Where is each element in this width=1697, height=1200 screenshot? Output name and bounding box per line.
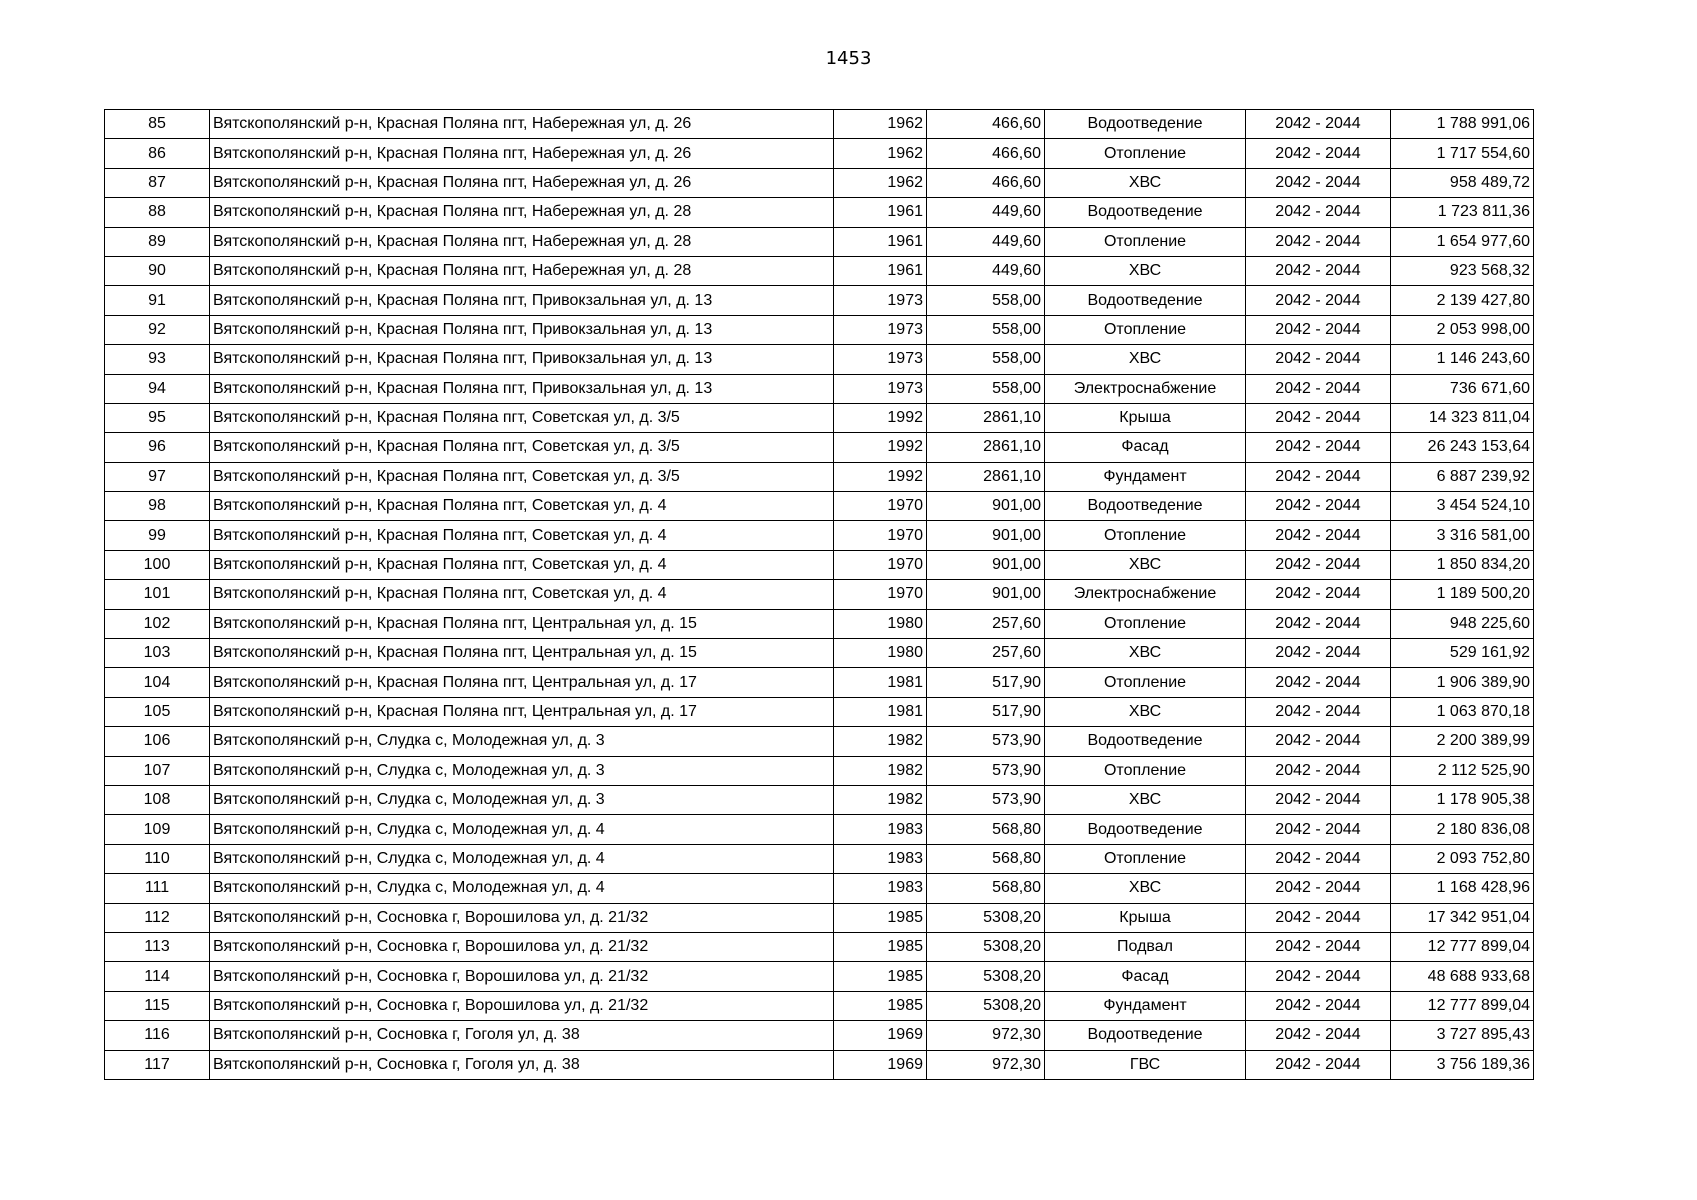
area-cell: 466,60	[927, 168, 1045, 197]
table-row	[105, 403, 1534, 432]
period-cell: 2042 - 2044	[1246, 1050, 1391, 1079]
cost-cell: 12 777 899,04	[1391, 991, 1534, 1020]
registry-body	[105, 110, 1534, 1080]
row-number: 113	[105, 932, 210, 961]
row-number: 87	[105, 168, 210, 197]
area-cell: 449,60	[927, 198, 1045, 227]
work-type-cell: ХВС	[1045, 697, 1246, 726]
build-year-cell: 1982	[834, 756, 927, 785]
table-row	[105, 492, 1534, 521]
period-cell: 2042 - 2044	[1246, 168, 1391, 197]
row-number: 95	[105, 403, 210, 432]
cost-cell: 6 887 239,92	[1391, 462, 1534, 491]
row-number: 98	[105, 492, 210, 521]
table-row	[105, 345, 1534, 374]
cost-cell: 1 906 389,90	[1391, 668, 1534, 697]
cost-cell: 529 161,92	[1391, 639, 1534, 668]
table-row	[105, 168, 1534, 197]
period-cell: 2042 - 2044	[1246, 1021, 1391, 1050]
period-cell: 2042 - 2044	[1246, 550, 1391, 579]
address-cell: Вятскополянский р-н, Красная Поляна пгт, Привокзальная ул, д. 13	[210, 345, 834, 374]
period-cell: 2042 - 2044	[1246, 139, 1391, 168]
cost-cell: 1 146 243,60	[1391, 345, 1534, 374]
row-number: 91	[105, 286, 210, 315]
cost-cell: 1 723 811,36	[1391, 198, 1534, 227]
build-year-cell: 1982	[834, 727, 927, 756]
repair-registry-table	[104, 109, 1534, 1080]
period-cell: 2042 - 2044	[1246, 521, 1391, 550]
build-year-cell: 1973	[834, 345, 927, 374]
row-number: 92	[105, 315, 210, 344]
build-year-cell: 1985	[834, 962, 927, 991]
row-number: 109	[105, 815, 210, 844]
period-cell: 2042 - 2044	[1246, 727, 1391, 756]
cost-cell: 1 850 834,20	[1391, 550, 1534, 579]
row-number: 96	[105, 433, 210, 462]
work-type-cell: Отопление	[1045, 227, 1246, 256]
work-type-cell: Водоотведение	[1045, 110, 1246, 139]
area-cell: 517,90	[927, 668, 1045, 697]
row-number: 110	[105, 844, 210, 873]
area-cell: 558,00	[927, 374, 1045, 403]
address-cell: Вятскополянский р-н, Слудка с, Молодежная ул, д. 4	[210, 844, 834, 873]
period-cell: 2042 - 2044	[1246, 110, 1391, 139]
area-cell: 901,00	[927, 521, 1045, 550]
table-row	[105, 198, 1534, 227]
address-cell: Вятскополянский р-н, Слудка с, Молодежная ул, д. 4	[210, 874, 834, 903]
work-type-cell: Фасад	[1045, 962, 1246, 991]
row-number: 89	[105, 227, 210, 256]
cost-cell: 1 189 500,20	[1391, 580, 1534, 609]
cost-cell: 2 139 427,80	[1391, 286, 1534, 315]
address-cell: Вятскополянский р-н, Слудка с, Молодежная ул, д. 3	[210, 785, 834, 814]
table-row	[105, 315, 1534, 344]
build-year-cell: 1985	[834, 932, 927, 961]
table-row	[105, 139, 1534, 168]
build-year-cell: 1970	[834, 580, 927, 609]
build-year-cell: 1992	[834, 403, 927, 432]
build-year-cell: 1980	[834, 609, 927, 638]
cost-cell: 1 654 977,60	[1391, 227, 1534, 256]
build-year-cell: 1992	[834, 433, 927, 462]
cost-cell: 48 688 933,68	[1391, 962, 1534, 991]
area-cell: 901,00	[927, 550, 1045, 579]
period-cell: 2042 - 2044	[1246, 962, 1391, 991]
area-cell: 568,80	[927, 874, 1045, 903]
work-type-cell: Крыша	[1045, 403, 1246, 432]
table-row	[105, 374, 1534, 403]
row-number: 97	[105, 462, 210, 491]
cost-cell: 14 323 811,04	[1391, 403, 1534, 432]
table-row	[105, 903, 1534, 932]
work-type-cell: Отопление	[1045, 668, 1246, 697]
period-cell: 2042 - 2044	[1246, 403, 1391, 432]
table-row	[105, 1050, 1534, 1079]
area-cell: 972,30	[927, 1050, 1045, 1079]
row-number: 104	[105, 668, 210, 697]
address-cell: Вятскополянский р-н, Сосновка г, Ворошилова ул, д. 21/32	[210, 991, 834, 1020]
table-row	[105, 874, 1534, 903]
work-type-cell: ХВС	[1045, 345, 1246, 374]
cost-cell: 2 180 836,08	[1391, 815, 1534, 844]
build-year-cell: 1970	[834, 492, 927, 521]
area-cell: 449,60	[927, 256, 1045, 285]
period-cell: 2042 - 2044	[1246, 668, 1391, 697]
period-cell: 2042 - 2044	[1246, 256, 1391, 285]
period-cell: 2042 - 2044	[1246, 903, 1391, 932]
area-cell: 5308,20	[927, 991, 1045, 1020]
period-cell: 2042 - 2044	[1246, 315, 1391, 344]
work-type-cell: Фундамент	[1045, 462, 1246, 491]
build-year-cell: 1985	[834, 903, 927, 932]
area-cell: 573,90	[927, 756, 1045, 785]
address-cell: Вятскополянский р-н, Красная Поляна пгт, Центральная ул, д. 17	[210, 668, 834, 697]
area-cell: 5308,20	[927, 962, 1045, 991]
table-row	[105, 962, 1534, 991]
build-year-cell: 1970	[834, 521, 927, 550]
area-cell: 257,60	[927, 609, 1045, 638]
cost-cell: 3 756 189,36	[1391, 1050, 1534, 1079]
period-cell: 2042 - 2044	[1246, 286, 1391, 315]
work-type-cell: Отопление	[1045, 521, 1246, 550]
table-row	[105, 462, 1534, 491]
address-cell: Вятскополянский р-н, Красная Поляна пгт, Советская ул, д. 3/5	[210, 403, 834, 432]
row-number: 85	[105, 110, 210, 139]
row-number: 103	[105, 639, 210, 668]
address-cell: Вятскополянский р-н, Красная Поляна пгт, Советская ул, д. 4	[210, 580, 834, 609]
build-year-cell: 1973	[834, 286, 927, 315]
period-cell: 2042 - 2044	[1246, 785, 1391, 814]
table-row	[105, 991, 1534, 1020]
area-cell: 517,90	[927, 697, 1045, 726]
address-cell: Вятскополянский р-н, Красная Поляна пгт, Набережная ул, д. 26	[210, 110, 834, 139]
table-row	[105, 844, 1534, 873]
period-cell: 2042 - 2044	[1246, 492, 1391, 521]
address-cell: Вятскополянский р-н, Красная Поляна пгт, Советская ул, д. 4	[210, 521, 834, 550]
table-row	[105, 550, 1534, 579]
work-type-cell: ХВС	[1045, 256, 1246, 285]
cost-cell: 3 454 524,10	[1391, 492, 1534, 521]
address-cell: Вятскополянский р-н, Сосновка г, Ворошилова ул, д. 21/32	[210, 962, 834, 991]
row-number: 100	[105, 550, 210, 579]
build-year-cell: 1980	[834, 639, 927, 668]
address-cell: Вятскополянский р-н, Красная Поляна пгт, Центральная ул, д. 15	[210, 639, 834, 668]
address-cell: Вятскополянский р-н, Красная Поляна пгт, Привокзальная ул, д. 13	[210, 374, 834, 403]
work-type-cell: Водоотведение	[1045, 198, 1246, 227]
period-cell: 2042 - 2044	[1246, 374, 1391, 403]
build-year-cell: 1981	[834, 668, 927, 697]
row-number: 90	[105, 256, 210, 285]
row-number: 116	[105, 1021, 210, 1050]
table-row	[105, 286, 1534, 315]
page-number: 1453	[825, 48, 872, 69]
row-number: 99	[105, 521, 210, 550]
area-cell: 901,00	[927, 492, 1045, 521]
address-cell: Вятскополянский р-н, Красная Поляна пгт, Привокзальная ул, д. 13	[210, 315, 834, 344]
cost-cell: 17 342 951,04	[1391, 903, 1534, 932]
table-row	[105, 521, 1534, 550]
area-cell: 972,30	[927, 1021, 1045, 1050]
table-row	[105, 756, 1534, 785]
table-row	[105, 815, 1534, 844]
work-type-cell: Водоотведение	[1045, 492, 1246, 521]
cost-cell: 3 727 895,43	[1391, 1021, 1534, 1050]
row-number: 102	[105, 609, 210, 638]
address-cell: Вятскополянский р-н, Красная Поляна пгт, Набережная ул, д. 28	[210, 256, 834, 285]
row-number: 112	[105, 903, 210, 932]
build-year-cell: 1961	[834, 198, 927, 227]
table-row	[105, 227, 1534, 256]
row-number: 106	[105, 727, 210, 756]
period-cell: 2042 - 2044	[1246, 345, 1391, 374]
address-cell: Вятскополянский р-н, Сосновка г, Гоголя ул, д. 38	[210, 1021, 834, 1050]
work-type-cell: Фундамент	[1045, 991, 1246, 1020]
row-number: 117	[105, 1050, 210, 1079]
build-year-cell: 1973	[834, 374, 927, 403]
build-year-cell: 1983	[834, 874, 927, 903]
area-cell: 558,00	[927, 286, 1045, 315]
area-cell: 257,60	[927, 639, 1045, 668]
period-cell: 2042 - 2044	[1246, 815, 1391, 844]
work-type-cell: Электроснабжение	[1045, 374, 1246, 403]
cost-cell: 3 316 581,00	[1391, 521, 1534, 550]
work-type-cell: ХВС	[1045, 785, 1246, 814]
address-cell: Вятскополянский р-н, Красная Поляна пгт, Набережная ул, д. 28	[210, 198, 834, 227]
area-cell: 573,90	[927, 785, 1045, 814]
address-cell: Вятскополянский р-н, Сосновка г, Ворошилова ул, д. 21/32	[210, 932, 834, 961]
build-year-cell: 1983	[834, 844, 927, 873]
address-cell: Вятскополянский р-н, Красная Поляна пгт, Привокзальная ул, д. 13	[210, 286, 834, 315]
area-cell: 449,60	[927, 227, 1045, 256]
cost-cell: 1 788 991,06	[1391, 110, 1534, 139]
work-type-cell: Фасад	[1045, 433, 1246, 462]
area-cell: 2861,10	[927, 403, 1045, 432]
address-cell: Вятскополянский р-н, Слудка с, Молодежная ул, д. 3	[210, 756, 834, 785]
cost-cell: 2 093 752,80	[1391, 844, 1534, 873]
cost-cell: 2 200 389,99	[1391, 727, 1534, 756]
work-type-cell: ХВС	[1045, 874, 1246, 903]
cost-cell: 1 717 554,60	[1391, 139, 1534, 168]
row-number: 101	[105, 580, 210, 609]
address-cell: Вятскополянский р-н, Красная Поляна пгт, Центральная ул, д. 15	[210, 609, 834, 638]
work-type-cell: Отопление	[1045, 844, 1246, 873]
period-cell: 2042 - 2044	[1246, 433, 1391, 462]
row-number: 107	[105, 756, 210, 785]
address-cell: Вятскополянский р-н, Сосновка г, Гоголя ул, д. 38	[210, 1050, 834, 1079]
work-type-cell: Отопление	[1045, 609, 1246, 638]
period-cell: 2042 - 2044	[1246, 874, 1391, 903]
period-cell: 2042 - 2044	[1246, 756, 1391, 785]
table-row	[105, 609, 1534, 638]
address-cell: Вятскополянский р-н, Слудка с, Молодежная ул, д. 3	[210, 727, 834, 756]
cost-cell: 1 178 905,38	[1391, 785, 1534, 814]
build-year-cell: 1985	[834, 991, 927, 1020]
area-cell: 558,00	[927, 315, 1045, 344]
address-cell: Вятскополянский р-н, Красная Поляна пгт, Набережная ул, д. 26	[210, 139, 834, 168]
build-year-cell: 1992	[834, 462, 927, 491]
table-row	[105, 785, 1534, 814]
cost-cell: 26 243 153,64	[1391, 433, 1534, 462]
build-year-cell: 1970	[834, 550, 927, 579]
area-cell: 568,80	[927, 815, 1045, 844]
period-cell: 2042 - 2044	[1246, 932, 1391, 961]
period-cell: 2042 - 2044	[1246, 991, 1391, 1020]
cost-cell: 958 489,72	[1391, 168, 1534, 197]
address-cell: Вятскополянский р-н, Сосновка г, Ворошилова ул, д. 21/32	[210, 903, 834, 932]
cost-cell: 1 063 870,18	[1391, 697, 1534, 726]
work-type-cell: ХВС	[1045, 639, 1246, 668]
build-year-cell: 1961	[834, 256, 927, 285]
row-number: 86	[105, 139, 210, 168]
work-type-cell: Водоотведение	[1045, 815, 1246, 844]
period-cell: 2042 - 2044	[1246, 639, 1391, 668]
work-type-cell: ХВС	[1045, 550, 1246, 579]
area-cell: 2861,10	[927, 462, 1045, 491]
address-cell: Вятскополянский р-н, Красная Поляна пгт, Советская ул, д. 3/5	[210, 462, 834, 491]
cost-cell: 923 568,32	[1391, 256, 1534, 285]
cost-cell: 1 168 428,96	[1391, 874, 1534, 903]
table-row	[105, 639, 1534, 668]
row-number: 94	[105, 374, 210, 403]
address-cell: Вятскополянский р-н, Красная Поляна пгт, Центральная ул, д. 17	[210, 697, 834, 726]
build-year-cell: 1962	[834, 139, 927, 168]
work-type-cell: Водоотведение	[1045, 286, 1246, 315]
row-number: 105	[105, 697, 210, 726]
period-cell: 2042 - 2044	[1246, 697, 1391, 726]
area-cell: 568,80	[927, 844, 1045, 873]
row-number: 114	[105, 962, 210, 991]
row-number: 93	[105, 345, 210, 374]
build-year-cell: 1969	[834, 1021, 927, 1050]
build-year-cell: 1983	[834, 815, 927, 844]
area-cell: 5308,20	[927, 903, 1045, 932]
period-cell: 2042 - 2044	[1246, 580, 1391, 609]
build-year-cell: 1969	[834, 1050, 927, 1079]
work-type-cell: Водоотведение	[1045, 1021, 1246, 1050]
table-row	[105, 727, 1534, 756]
build-year-cell: 1962	[834, 110, 927, 139]
work-type-cell: ГВС	[1045, 1050, 1246, 1079]
work-type-cell: Отопление	[1045, 315, 1246, 344]
area-cell: 573,90	[927, 727, 1045, 756]
area-cell: 2861,10	[927, 433, 1045, 462]
work-type-cell: Крыша	[1045, 903, 1246, 932]
build-year-cell: 1982	[834, 785, 927, 814]
table-row	[105, 932, 1534, 961]
table-row	[105, 256, 1534, 285]
row-number: 111	[105, 874, 210, 903]
work-type-cell: Водоотведение	[1045, 727, 1246, 756]
area-cell: 466,60	[927, 139, 1045, 168]
build-year-cell: 1973	[834, 315, 927, 344]
area-cell: 466,60	[927, 110, 1045, 139]
work-type-cell: Отопление	[1045, 756, 1246, 785]
cost-cell: 2 112 525,90	[1391, 756, 1534, 785]
cost-cell: 948 225,60	[1391, 609, 1534, 638]
table-row	[105, 697, 1534, 726]
address-cell: Вятскополянский р-н, Красная Поляна пгт, Советская ул, д. 4	[210, 492, 834, 521]
period-cell: 2042 - 2044	[1246, 198, 1391, 227]
address-cell: Вятскополянский р-н, Слудка с, Молодежная ул, д. 4	[210, 815, 834, 844]
build-year-cell: 1961	[834, 227, 927, 256]
row-number: 115	[105, 991, 210, 1020]
work-type-cell: ХВС	[1045, 168, 1246, 197]
table-row	[105, 110, 1534, 139]
address-cell: Вятскополянский р-н, Красная Поляна пгт, Советская ул, д. 3/5	[210, 433, 834, 462]
work-type-cell: Подвал	[1045, 932, 1246, 961]
build-year-cell: 1962	[834, 168, 927, 197]
address-cell: Вятскополянский р-н, Красная Поляна пгт, Набережная ул, д. 28	[210, 227, 834, 256]
period-cell: 2042 - 2044	[1246, 462, 1391, 491]
row-number: 88	[105, 198, 210, 227]
period-cell: 2042 - 2044	[1246, 609, 1391, 638]
period-cell: 2042 - 2044	[1246, 227, 1391, 256]
row-number: 108	[105, 785, 210, 814]
cost-cell: 12 777 899,04	[1391, 932, 1534, 961]
area-cell: 558,00	[927, 345, 1045, 374]
table-row	[105, 1021, 1534, 1050]
work-type-cell: Электроснабжение	[1045, 580, 1246, 609]
table-row	[105, 433, 1534, 462]
table-row	[105, 668, 1534, 697]
address-cell: Вятскополянский р-н, Красная Поляна пгт, Советская ул, д. 4	[210, 550, 834, 579]
area-cell: 901,00	[927, 580, 1045, 609]
area-cell: 5308,20	[927, 932, 1045, 961]
cost-cell: 2 053 998,00	[1391, 315, 1534, 344]
work-type-cell: Отопление	[1045, 139, 1246, 168]
build-year-cell: 1981	[834, 697, 927, 726]
table-row	[105, 580, 1534, 609]
address-cell: Вятскополянский р-н, Красная Поляна пгт, Набережная ул, д. 26	[210, 168, 834, 197]
period-cell: 2042 - 2044	[1246, 844, 1391, 873]
cost-cell: 736 671,60	[1391, 374, 1534, 403]
